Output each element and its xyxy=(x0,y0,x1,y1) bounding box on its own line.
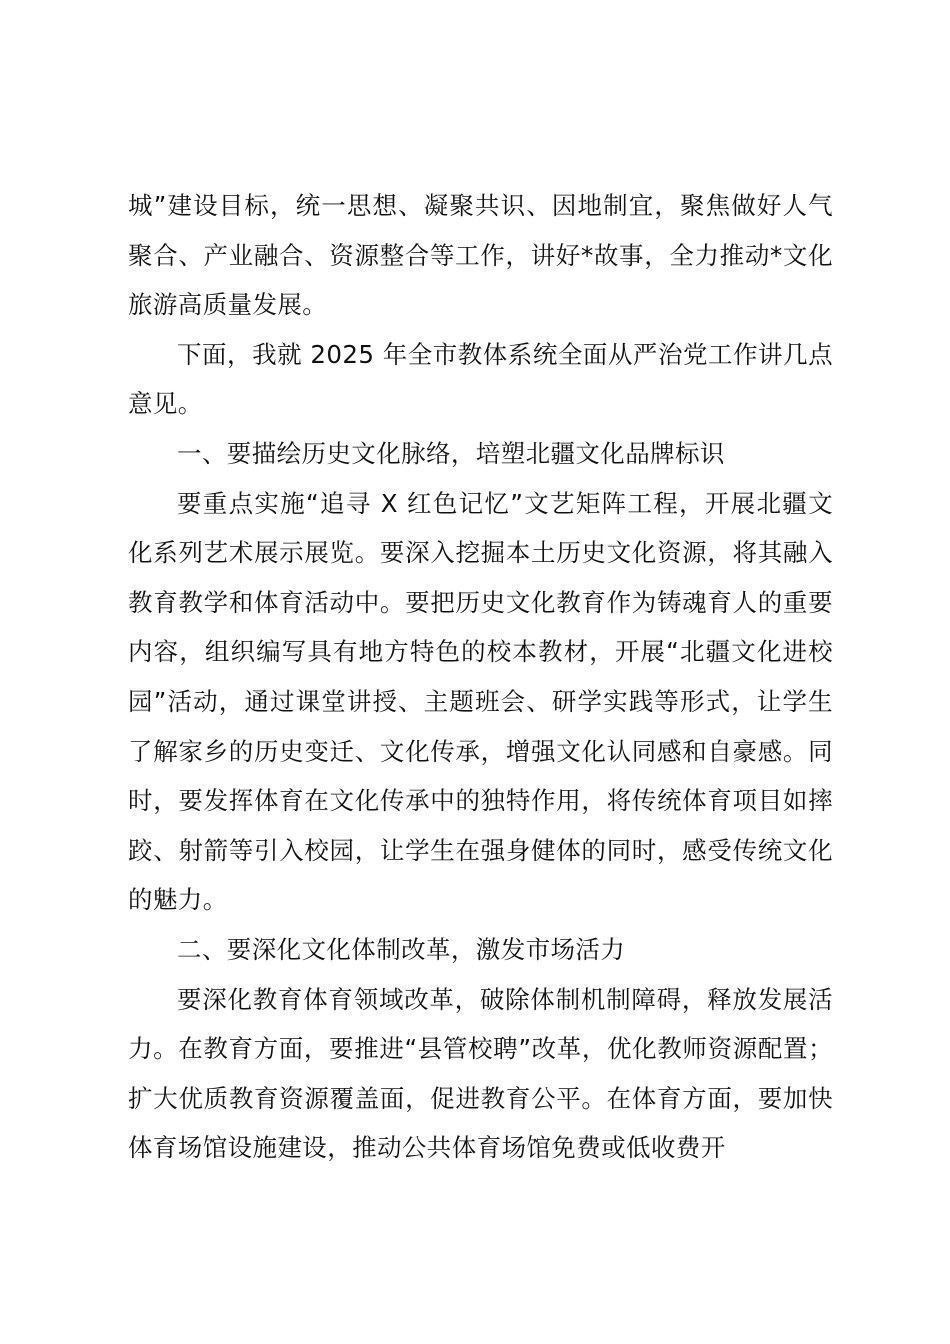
section-heading-1: 一、要描绘历史文化脉络，培塑北疆文化品牌标识 xyxy=(177,438,725,468)
document-body xyxy=(128,181,833,1173)
paragraph-intro: 下面，我就 2025 年全市教体系统全面从严治党工作讲几点意见。 xyxy=(128,339,833,419)
paragraph-section-2: 要深化教育体育领域改革，破除体制机制障碍，释放发展活力。在教育方面，要推进“县管校聘”改革，优化教师资源配置；扩大优质教育资源覆盖面，促进教育公平。在体育方面，要加快体育场馆设施建设，推动公共体育场馆免费或低收费开 xyxy=(128,984,833,1163)
paragraph-continuation: 城”建设目标，统一思想、凝聚共识、因地制宜，聚焦做好人气聚合、产业融合、资源整合等工作，讲好*故事，全力推动*文化旅游高质量发展。 xyxy=(128,191,833,320)
paragraph-section-1: 要重点实施“追寻 X 红色记忆”文艺矩阵工程，开展北疆文化系列艺术展示展览。要深入挖掘本土历史文化资源，将其融入教育教学和体育活动中。要把历史文化教育作为铸魂育人的重要内容，组织编写具有地方特色的校本教材，开展“北疆文化进校园”活动，通过课堂讲授、主题班会、研学实践等形式，让学生了解家乡的历史变迁、文化传承，增强文化认同感和自豪感。同时，要发挥体育在文化传承中的独特作用，将传统体育项目如摔跤、射箭等引入校园，让学生在强身健体的同时，感受传统文化的魅力。 xyxy=(128,488,833,915)
section-heading-2: 二、要深化文化体制改革，激发市场活力 xyxy=(177,934,626,964)
